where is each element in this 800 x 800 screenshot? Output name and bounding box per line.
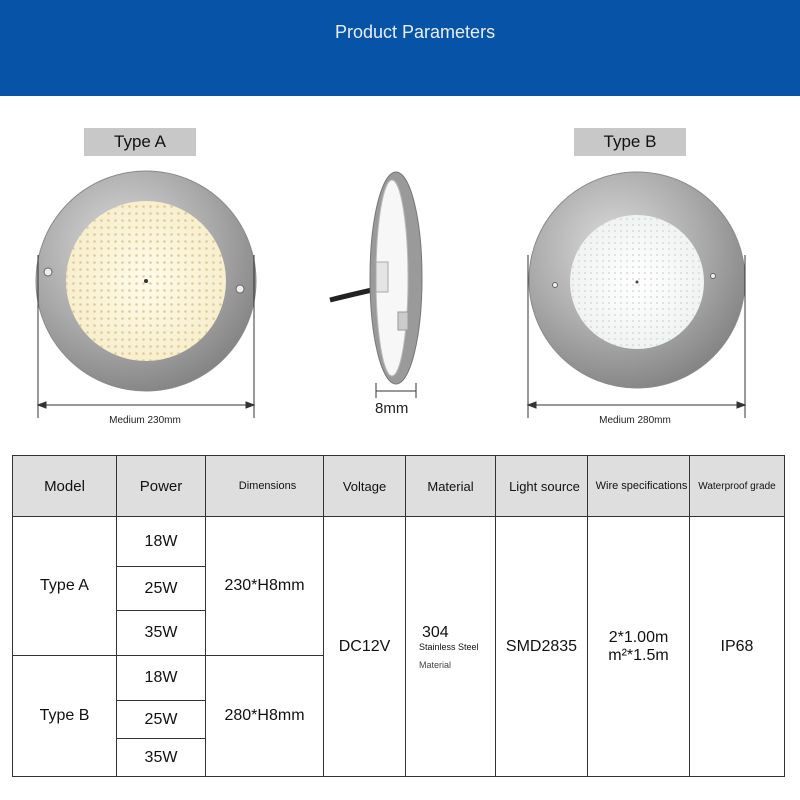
table-row [13, 517, 785, 567]
type-a-lamp-image [36, 171, 256, 391]
type-a-label: Type A [84, 128, 196, 156]
model-type-a: Type A [13, 517, 117, 656]
header-dimensions: Dimensions [206, 456, 324, 517]
material-grade: 304 [422, 623, 449, 641]
header-model: Model [13, 456, 117, 517]
header-material: Material [406, 456, 496, 517]
thickness-label: 8mm [375, 400, 409, 417]
table-header-row [13, 456, 785, 517]
type-b-label: Type B [574, 128, 686, 156]
power-cell: 25W [117, 567, 206, 611]
lamp-side-profile-image [330, 172, 422, 384]
material-note: Material [419, 659, 452, 670]
header-waterproof-grade: Waterproof grade [690, 456, 785, 517]
type-b-diameter-label: Medium 280mm [599, 415, 671, 426]
type-a-diameter-label: Medium 230mm [109, 415, 181, 426]
header-wire-specifications: Wire specifications [588, 456, 690, 517]
header-power: Power [117, 456, 206, 517]
power-cell: 35W [117, 611, 206, 656]
page-title: Product Parameters [335, 22, 496, 42]
specification-table [12, 455, 785, 777]
model-type-b: Type B [13, 656, 117, 777]
header-light-source: Light source [496, 456, 588, 517]
power-cell: 18W [117, 517, 206, 567]
header-voltage: Voltage [324, 456, 406, 517]
power-cell: 25W [117, 701, 206, 739]
light-source-cell: SMD2835 [496, 517, 588, 777]
type-b-lamp-image [529, 172, 745, 388]
voltage-cell: DC12V [324, 517, 406, 777]
wire-spec-line2: m²*1.5m [608, 646, 669, 664]
material-cell [406, 517, 496, 777]
power-cell: 18W [117, 656, 206, 701]
dimensions-type-b: 280*H8mm [206, 656, 324, 777]
material-type: Stainless Steel [419, 641, 479, 652]
power-cell: 35W [117, 739, 206, 777]
waterproof-cell: IP68 [690, 517, 785, 777]
wire-spec-line1: 2*1.00m [608, 628, 669, 646]
wire-spec-cell [588, 517, 690, 777]
dimensions-type-a: 230*H8mm [206, 517, 324, 656]
